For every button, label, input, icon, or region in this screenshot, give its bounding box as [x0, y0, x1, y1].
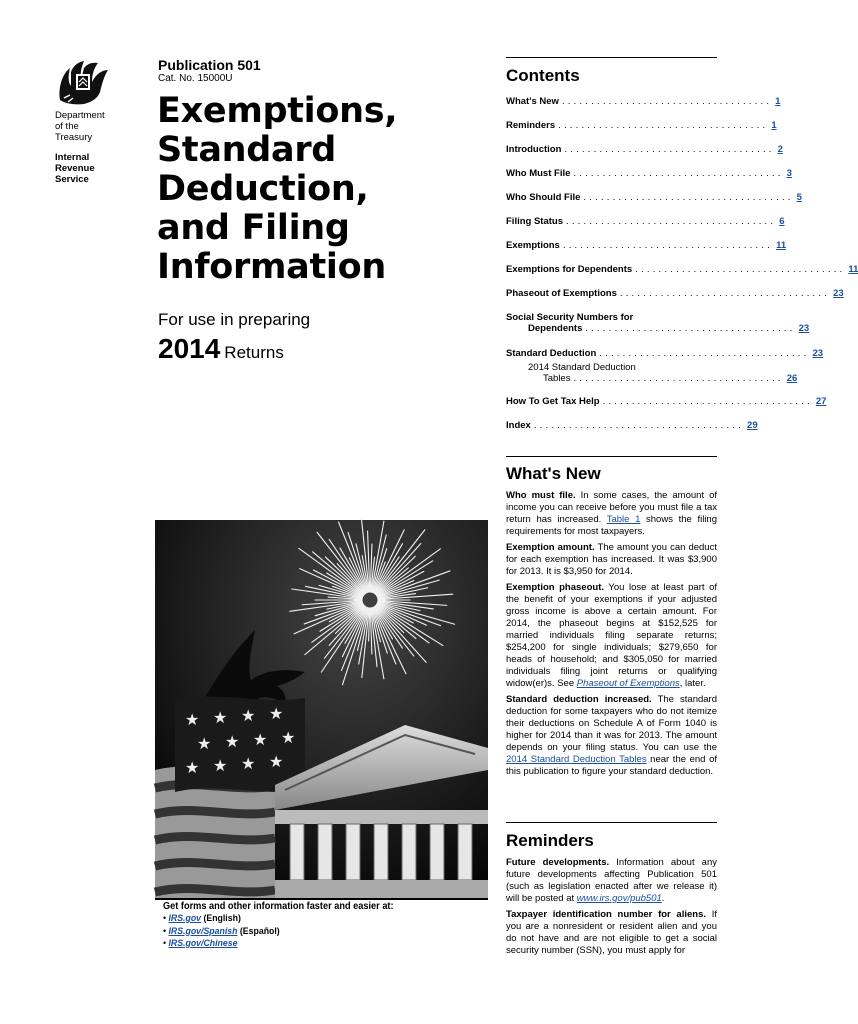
bullet: • — [163, 925, 167, 937]
toc-label: Standard Deduction — [506, 348, 597, 359]
para-text: shows the filing requirements for most taxpayers. — [506, 514, 717, 537]
publication-number: Publication 501 — [158, 57, 261, 73]
para-lead: Who must file. — [506, 490, 576, 501]
toc-label: Exemptions — [506, 240, 560, 251]
toc-page-link[interactable]: 11 — [848, 264, 858, 275]
flag-star: ★ — [213, 708, 228, 727]
tax-year — [158, 333, 284, 365]
toc-entry[interactable] — [506, 96, 781, 120]
link-row — [163, 938, 280, 951]
publication-title — [157, 92, 397, 287]
toc-page-link[interactable]: 11 — [776, 240, 787, 251]
paragraph — [506, 909, 717, 957]
irs-gov-link[interactable]: IRS.gov — [168, 913, 202, 924]
for-use-text: For use in preparing — [158, 310, 311, 329]
title-line: Deduction, — [157, 169, 369, 209]
courthouse-column — [374, 824, 388, 880]
courthouse-column — [318, 824, 332, 880]
title-line: Information — [157, 247, 386, 287]
toc-label: 2014 Standard Deduction — [528, 362, 636, 373]
title-line: and Filing — [157, 208, 350, 248]
flag-star: ★ — [281, 728, 296, 747]
paragraph — [506, 694, 717, 778]
toc-leader: .................................... — [599, 348, 810, 359]
reminders-rule — [506, 822, 717, 823]
irs-gov-chinese-link[interactable]: IRS.gov/Chinese — [168, 938, 238, 949]
irs-links-list — [163, 913, 280, 951]
toc-label: Introduction — [506, 144, 562, 155]
link-lang: (Español) — [239, 925, 280, 937]
para-text: . — [661, 893, 665, 904]
irs-gov-spanish-link[interactable]: IRS.gov/Spanish — [168, 925, 238, 937]
title-line: Exemptions, — [157, 91, 398, 131]
link-lang: (English) — [203, 913, 241, 924]
flag-star: ★ — [185, 710, 200, 729]
toc-label: Exemptions for Dependents — [506, 264, 633, 275]
toc-page-link[interactable]: 5 — [796, 192, 802, 203]
toc-leader: .................................... — [619, 288, 831, 299]
cover-photo — [155, 520, 488, 900]
courthouse-column — [402, 824, 416, 880]
courthouse-column — [290, 824, 304, 880]
para-text: The amount you can deduct for each exemption has increased. It was $3,900 for 2013. It is $3,950 for 2014. — [506, 542, 717, 577]
contents-rule — [506, 57, 717, 58]
toc-leader: .................................... — [635, 264, 846, 275]
toc-leader: .................................... — [573, 168, 784, 179]
internal-revenue-service — [55, 152, 135, 185]
flag-star: ★ — [197, 734, 212, 753]
para-text: If you are a nonresident or resident alien and you do not have and are not eligible to get a social security number (SSN), you must apply for — [506, 909, 717, 956]
toc-entry[interactable] — [506, 420, 758, 444]
paragraph — [506, 490, 717, 538]
toc-label: Dependents — [528, 323, 583, 334]
irs-line: Internal — [55, 152, 90, 163]
toc-entry[interactable] — [506, 264, 858, 288]
flag-star: ★ — [269, 752, 284, 771]
toc-label: What's New — [506, 96, 559, 107]
toc-label: Filing Status — [506, 216, 563, 227]
reminders-body — [506, 857, 717, 961]
irs-eagle-logo — [56, 60, 112, 106]
bullet: • — [163, 913, 167, 924]
dept-line: Treasury — [55, 132, 93, 143]
bullet: • — [163, 938, 167, 949]
para-text: near the end of this publication to figure your standard deduction. — [506, 754, 717, 777]
toc-entry[interactable] — [506, 144, 783, 168]
contents-heading: Contents — [506, 66, 580, 85]
irs-line: Revenue — [55, 163, 95, 174]
paragraph — [506, 857, 717, 905]
toc-leader: .................................... — [558, 120, 769, 131]
toc-leader: .................................... — [602, 396, 813, 407]
link-row — [163, 913, 280, 926]
flag-star: ★ — [253, 730, 268, 749]
toc-page-link[interactable]: 29 — [747, 420, 758, 431]
whats-new-rule — [506, 456, 717, 457]
toc-label: Index — [506, 420, 531, 431]
returns-label: Returns — [224, 343, 284, 362]
toc-leader: .................................... — [573, 373, 784, 384]
toc-leader: .................................... — [562, 240, 774, 251]
toc-label: Reminders — [506, 120, 556, 131]
department-of-treasury — [55, 110, 135, 143]
toc-page-link[interactable]: 23 — [798, 323, 810, 334]
toc-leader: .................................... — [585, 323, 796, 334]
get-forms-heading: Get forms and other information faster and easier at: — [163, 901, 394, 912]
catalog-number: Cat. No. 15000U — [158, 73, 233, 84]
whats-new-body — [506, 490, 717, 782]
flag-star: ★ — [225, 732, 240, 751]
para-text: Information about any future developments affecting Publication 501 (such as legislation enacted after we release it) will be posted at — [506, 857, 717, 904]
toc-page-link[interactable]: 23 — [833, 288, 844, 299]
toc-page-link[interactable]: 3 — [786, 168, 792, 179]
para-text: , later. — [679, 678, 706, 689]
toc-entry[interactable] — [506, 168, 792, 192]
para-text: In some cases, the amount of income you can receive before you must file a tax return has increased. — [506, 490, 717, 525]
courthouse-column — [346, 824, 360, 880]
toc-label: Phaseout of Exemptions — [506, 288, 617, 299]
toc-leader: .................................... — [583, 192, 794, 203]
para-lead: Taxpayer identification number for aliens. — [506, 909, 707, 920]
toc-leader: .................................... — [566, 216, 777, 227]
dept-line: Department — [55, 110, 105, 121]
toc-entry[interactable] — [506, 240, 787, 264]
toc-leader: .................................... — [533, 420, 745, 431]
title-line: Standard — [157, 130, 337, 170]
para-text: The standard deduction for some taxpayers who do not itemize their deductions on Schedule A of Form 1040 is higher for 2014 than it was for 2013. The amount depends on your filing status. You can use the — [506, 694, 717, 753]
paragraph — [506, 582, 717, 690]
courthouse-column — [430, 824, 444, 880]
toc-label: Social Security Numbers for — [506, 312, 634, 323]
toc-subentry[interactable] — [506, 362, 798, 396]
flag-star: ★ — [241, 754, 256, 773]
irs-line: Service — [55, 174, 89, 185]
toc-entry[interactable] — [506, 288, 844, 312]
std-deduction-tables-link[interactable]: 2014 Standard Deduction Tables — [506, 754, 647, 765]
paragraph — [506, 542, 717, 578]
toc-entry-ssn[interactable] — [506, 312, 810, 348]
toc-page-link[interactable]: 23 — [812, 348, 824, 359]
toc-leader: .................................... — [561, 96, 773, 107]
toc-page-link[interactable]: 6 — [779, 216, 785, 227]
reminders-heading: Reminders — [506, 831, 594, 850]
para-lead: Future developments. — [506, 857, 610, 868]
para-lead: Standard deduction increased. — [506, 694, 652, 705]
toc-entry[interactable] — [506, 216, 785, 240]
table-1-link[interactable]: Table 1 — [606, 514, 641, 525]
table-of-contents — [506, 96, 858, 444]
toc-entry[interactable] — [506, 192, 802, 216]
para-text: You lose at least part of the benefit of your exemptions if your adjusted gross income is above a certain amount. For 2014, the phaseout begins at $152,525 for married individuals filing separate returns; $254,200 for single individuals; $279,650 for heads of household; and $305,050 for married individuals filing joint returns or qualifying widow(er)s. See — [506, 582, 717, 689]
toc-entry[interactable] — [506, 120, 777, 144]
flag-star: ★ — [185, 758, 200, 777]
toc-label: How To Get Tax Help — [506, 396, 600, 407]
flag-star: ★ — [241, 706, 256, 725]
para-lead: Exemption phaseout. — [506, 582, 604, 593]
phaseout-link[interactable]: Phaseout of Exemptions — [576, 678, 680, 689]
flag-star: ★ — [213, 756, 228, 775]
toc-leader: .................................... — [564, 144, 775, 155]
toc-label: Who Must File — [506, 168, 571, 179]
toc-page-link[interactable]: 27 — [815, 396, 827, 407]
flag-star: ★ — [269, 704, 284, 723]
toc-label: Tables — [543, 373, 571, 384]
toc-label: Who Should File — [506, 192, 581, 203]
toc-page-link[interactable]: 1 — [775, 96, 781, 107]
para-lead: Exemption amount. — [506, 542, 595, 553]
dept-line: of the — [55, 121, 79, 132]
whats-new-heading: What's New — [506, 464, 601, 483]
link-row — [163, 926, 280, 939]
toc-page-link[interactable]: 1 — [771, 120, 777, 131]
toc-page-link[interactable]: 26 — [786, 373, 798, 384]
year-number: 2014 — [158, 333, 221, 364]
pub501-url-link[interactable]: www.irs.gov/pub501 — [576, 893, 662, 904]
toc-page-link[interactable]: 2 — [777, 144, 783, 155]
toc-entry[interactable] — [506, 396, 827, 420]
courthouse-column — [458, 824, 472, 880]
